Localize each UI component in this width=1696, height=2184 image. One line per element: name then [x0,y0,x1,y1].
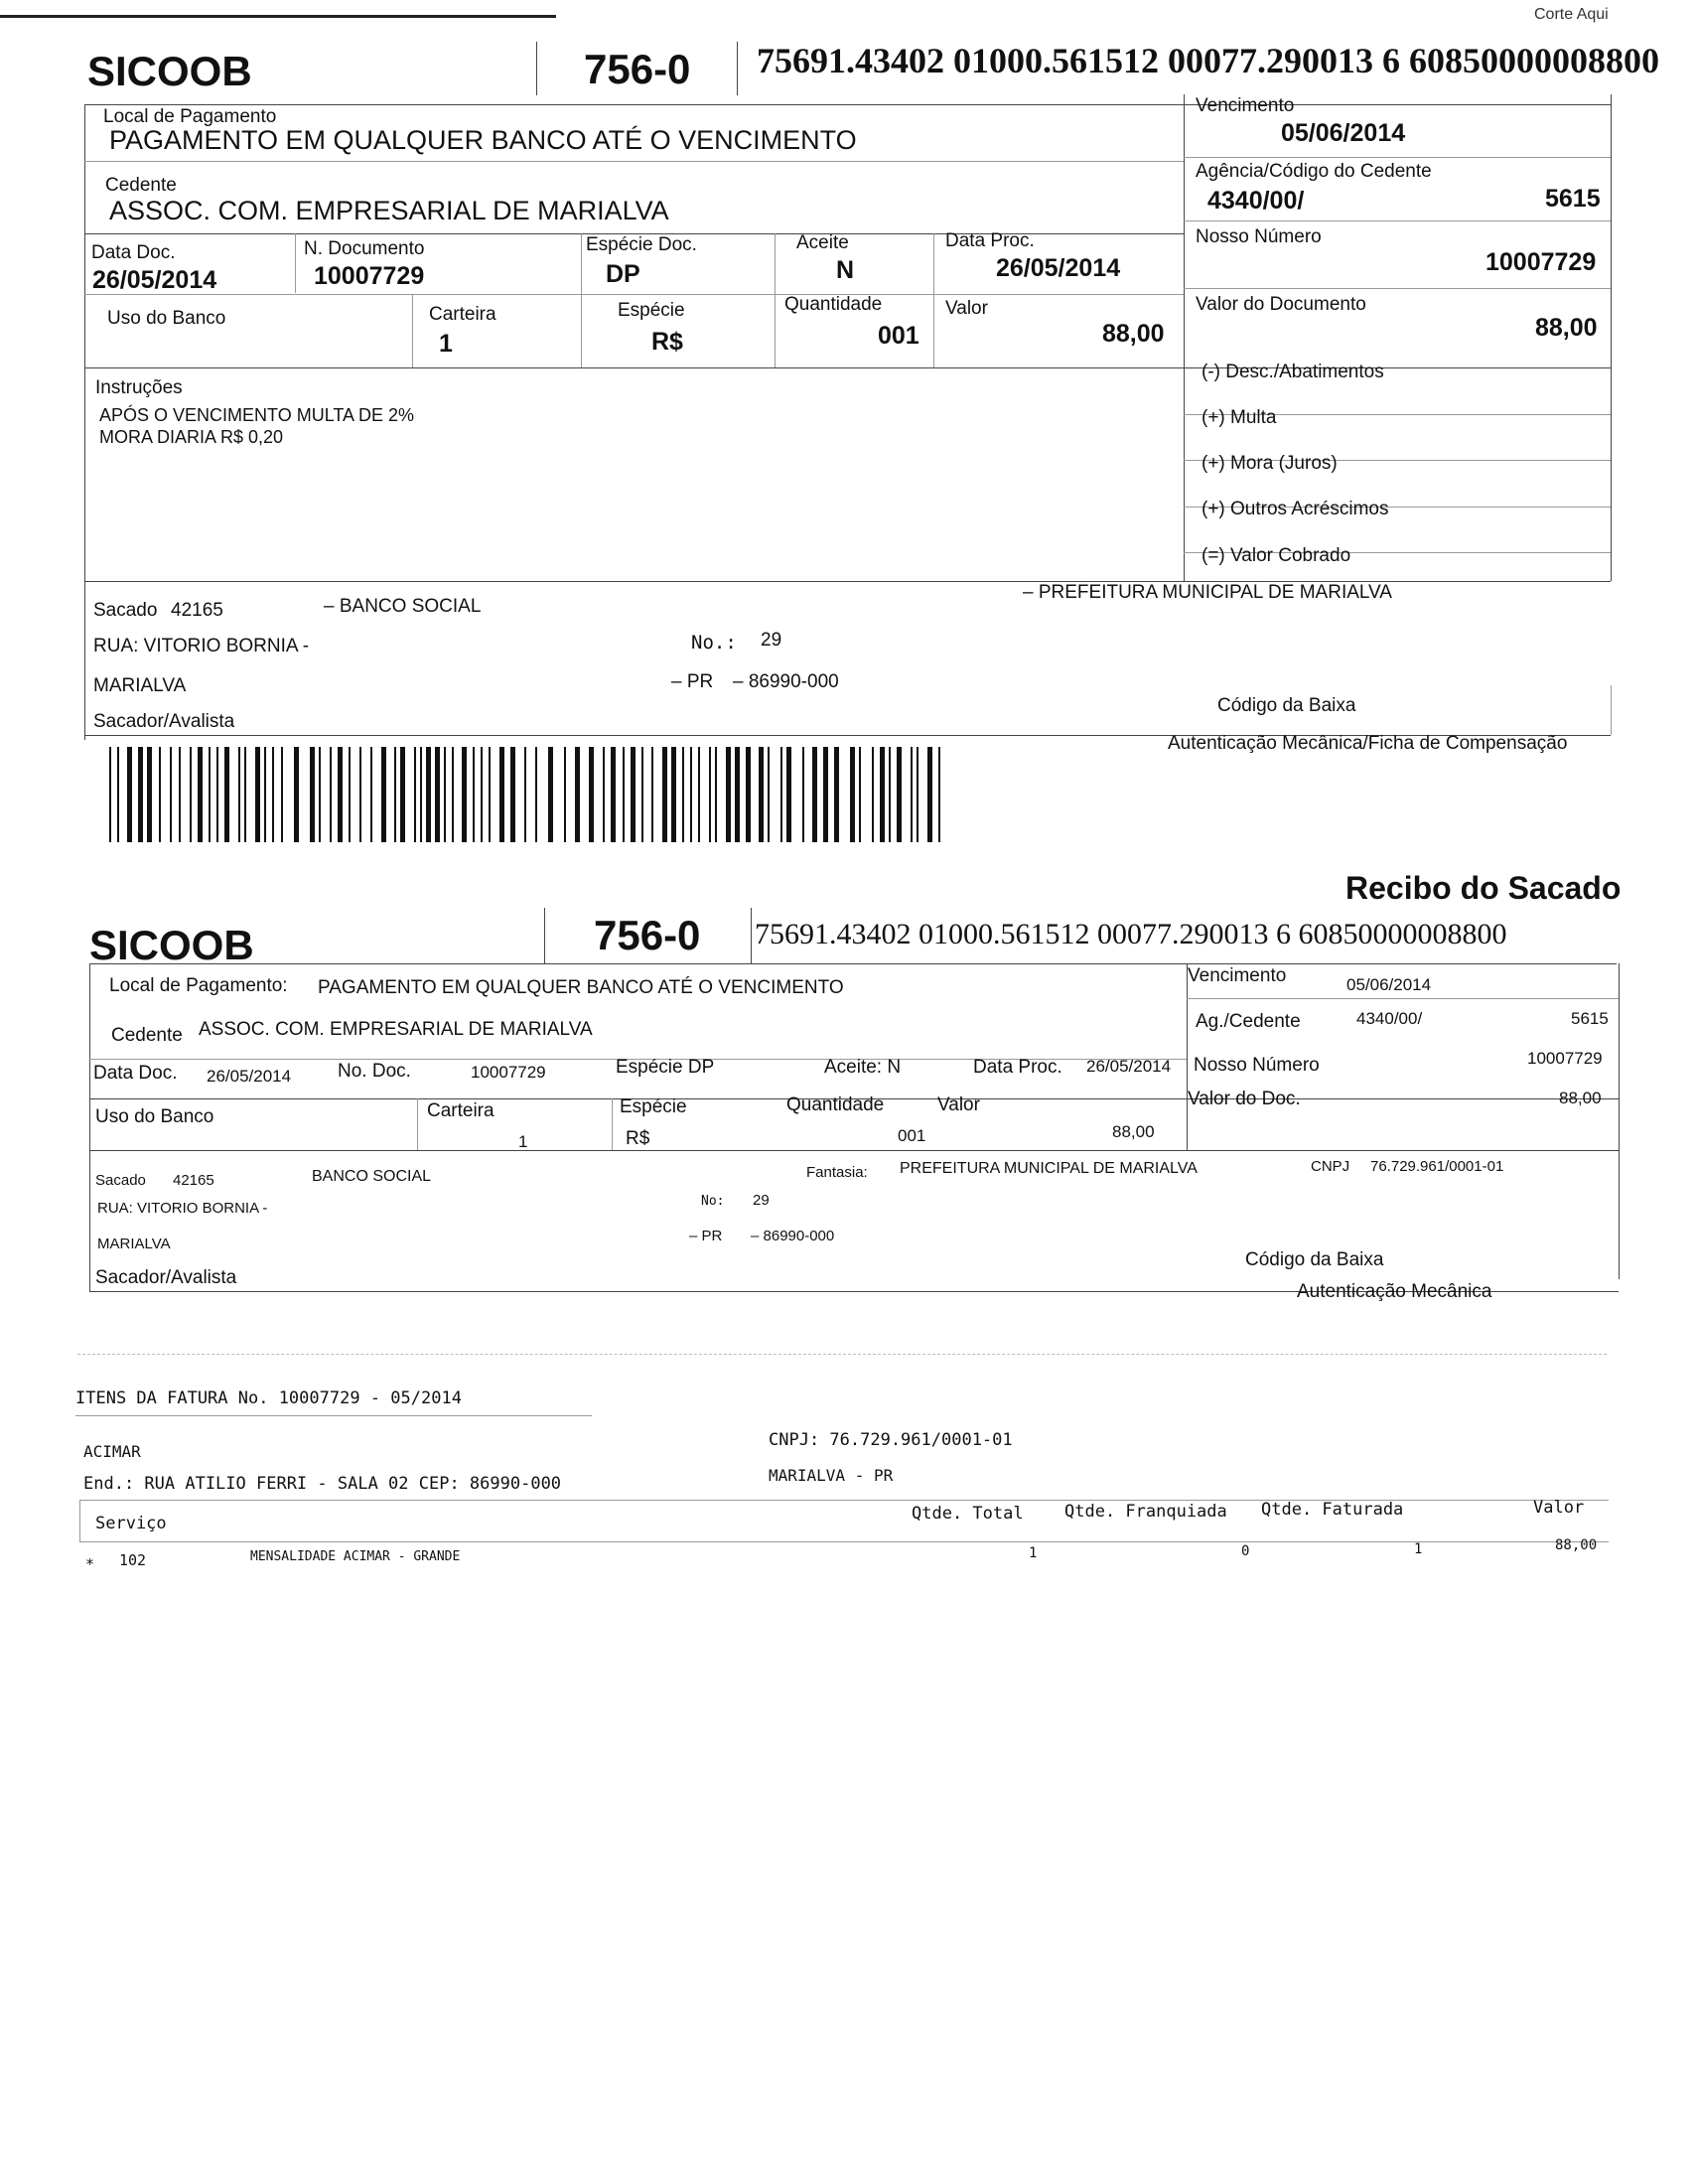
valor-label: Valor [945,298,988,319]
bank-logo: SICOOB [87,48,252,94]
barcode-bar [109,747,111,842]
barcode-bar [272,747,274,842]
grid-line [1184,94,1185,581]
barcode-bar [715,747,717,842]
barcode-bar [759,747,764,842]
carteira-label: Carteira [429,304,496,325]
barcode-bar [127,747,132,842]
grid-line [89,963,90,1291]
recibo-valor-doc-label: Valor do Doc. [1188,1089,1301,1109]
barcode-bar [255,747,260,842]
barcode-bar [338,747,343,842]
barcode-bar [224,747,229,842]
grid-line [1187,963,1188,1150]
valor-documento: 88,00 [1535,314,1598,342]
barcode-bar [510,747,515,842]
barcode-bar [481,747,483,842]
barcode-bar [709,747,711,842]
sacador-label: Sacador/Avalista [93,711,235,732]
barcode-bar [589,747,594,842]
data-proc: 26/05/2014 [996,254,1121,282]
barcode [109,747,943,842]
aceite-label: Aceite [796,232,849,253]
instrucao-1: APÓS O VENCIMENTO MULTA DE 2% [99,405,415,425]
barcode-bar [872,747,874,842]
separator [77,1354,1607,1355]
column-header-qtde-faturada: Qtde. Faturada [1261,1500,1404,1520]
barcode-bar [850,747,855,842]
barcode-bar [780,747,782,842]
barcode-bar [548,747,553,842]
quantidade-label: Quantidade [784,294,883,315]
recibo-data-doc: 26/05/2014 [207,1067,292,1086]
barcode-bar [238,747,240,842]
barcode-bar [179,747,181,842]
column-header-servico: Serviço [95,1514,167,1533]
barcode-bar [698,747,700,842]
barcode-bar [802,747,804,842]
barcode-bar [147,747,152,842]
row-descricao: MENSALIDADE ACIMAR - GRANDE [250,1549,461,1564]
rua: RUA: VITORIO BORNIA - [93,636,310,656]
barcode-bar [524,747,526,842]
separator [75,1415,592,1416]
recibo-valor-doc: 88,00 [1559,1089,1602,1107]
column-header-valor: Valor [1533,1498,1585,1518]
recibo-cnpj: 76.729.961/0001-01 [1370,1158,1504,1175]
barcode-bar [159,747,161,842]
uf: – PR [671,671,714,692]
mora-label: (+) Mora (Juros) [1201,453,1338,474]
barcode-bar [170,747,172,842]
nosso-numero: 10007729 [1485,248,1597,276]
recibo-local-pagamento: PAGAMENTO EM QUALQUER BANCO ATÉ O VENCIMENTO [318,977,844,998]
barcode-bar [264,747,266,842]
barcode-bar [917,747,919,842]
autenticacao-label: Autenticação Mecânica/Ficha de Compensação [1168,733,1568,754]
row-codigo: 102 [119,1551,147,1569]
barcode-bar [400,747,405,842]
desconto-label: (-) Desc./Abatimentos [1201,362,1384,382]
cedente: ASSOC. COM. EMPRESARIAL DE MARIALVA [109,196,669,225]
grid-line [1184,157,1611,158]
cedente-label: Cedente [105,175,177,196]
n-documento: 10007729 [314,262,425,290]
recibo-vencimento: 05/06/2014 [1346,975,1432,994]
grid-line [417,1098,418,1150]
recibo-codigo-baixa-label: Código da Baixa [1245,1249,1384,1270]
table-rule [79,1500,80,1541]
barcode-bar [786,747,791,842]
barcode-bar [746,747,751,842]
barcode-bar [359,747,361,842]
sacado-label: Sacado [93,600,158,621]
barcode-bar [499,747,504,842]
data-doc: 26/05/2014 [92,266,217,294]
recibo-numero-label: No: [701,1194,725,1209]
recibo-digitable-line: 75691.43402 01000.561512 00077.290013 6 60850000008800 [755,918,1507,950]
barcode-bar [823,747,828,842]
barcode-bar [859,747,861,842]
bank-code: 756-0 [584,46,691,92]
recibo-vencimento-label: Vencimento [1188,965,1287,986]
valor: 88,00 [1102,320,1165,348]
recibo-data-doc-label: Data Doc. [93,1063,178,1084]
recibo-sacado-name: BANCO SOCIAL [312,1168,432,1185]
barcode-bar [927,747,932,842]
barcode-bar [394,747,396,842]
grid-line [1611,94,1612,581]
cidade: MARIALVA [93,675,187,696]
itens-cnpj: CNPJ: 76.729.961/0001-01 [769,1430,1013,1450]
barcode-bar [414,747,416,842]
divider [536,42,537,95]
especie-doc: DP [606,260,640,288]
barcode-bar [938,747,940,842]
barcode-bar [651,747,653,842]
barcode-bar [138,747,143,842]
nosso-numero-label: Nosso Número [1196,226,1322,247]
barcode-bar [611,747,616,842]
recibo-rua: RUA: VITORIO BORNIA - [97,1200,268,1217]
especie-label: Espécie [618,300,685,321]
barcode-bar [897,747,902,842]
barcode-bar [381,747,386,842]
recibo-cedente-label: Cedente [111,1025,183,1046]
recibo-aceite-label: Aceite: N [824,1057,902,1078]
barcode-bar [319,747,321,842]
grid-line [1184,288,1611,289]
numero-label: No.: [691,632,737,654]
recibo-numero: 29 [753,1192,770,1209]
recibo-fantasia-label: Fantasia: [806,1164,868,1181]
recibo-bank-logo: SICOOB [89,922,254,968]
grid-line [412,294,413,367]
recibo-title: Recibo do Sacado [1345,870,1622,906]
recibo-agencia: 4340/00/ [1356,1009,1423,1028]
barcode-bar [330,747,332,842]
fantasia: – PREFEITURA MUNICIPAL DE MARIALVA [1023,582,1392,603]
recibo-fantasia: PREFEITURA MUNICIPAL DE MARIALVA [900,1160,1198,1177]
barcode-bar [244,747,246,842]
barcode-bar [209,747,211,842]
uso-banco-label: Uso do Banco [107,308,226,329]
agencia-label: Agência/Código do Cedente [1196,161,1432,182]
itens-endereco: End.: RUA ATILIO FERRI - SALA 02 CEP: 86990-000 [83,1474,562,1494]
recibo-carteira-label: Carteira [427,1100,495,1121]
recibo-no-doc: 10007729 [471,1063,546,1082]
vencimento: 05/06/2014 [1281,119,1406,147]
divider [737,42,738,95]
barcode-bar [641,747,643,842]
grid-line [89,1150,1619,1151]
data-doc-label: Data Doc. [91,242,176,263]
barcode-bar [444,747,446,842]
recibo-cedente: ASSOC. COM. EMPRESARIAL DE MARIALVA [199,1019,593,1040]
row-qtde-faturada: 1 [1414,1541,1423,1557]
n-documento-label: N. Documento [304,238,425,259]
carteira: 1 [439,330,453,358]
barcode-bar [216,747,218,842]
barcode-bar [603,747,605,842]
recibo-sacador-label: Sacador/Avalista [95,1267,237,1288]
grid-line [1184,220,1611,221]
grid-line [295,233,296,293]
barcode-bar [117,747,119,842]
codigo-cedente: 5615 [1545,185,1601,213]
barcode-bar [198,747,203,842]
barcode-bar [281,747,283,842]
especie-doc-label: Espécie Doc. [586,234,697,255]
barcode-bar [889,747,891,842]
recibo-codigo-cedente: 5615 [1571,1009,1609,1028]
cut-label: Corte Aqui [1534,6,1609,23]
especie: R$ [651,328,683,356]
recibo-data-proc-label: Data Proc. [973,1057,1062,1078]
grid-line [612,1098,613,1150]
barcode-bar [535,747,537,842]
barcode-bar [623,747,625,842]
instrucao-2: MORA DIARIA R$ 0,20 [99,427,284,447]
data-proc-label: Data Proc. [945,230,1035,251]
recibo-data-proc: 26/05/2014 [1086,1057,1172,1076]
itens-cidade: MARIALVA - PR [769,1466,894,1485]
recibo-cep: – 86990-000 [751,1228,835,1244]
grid-line [84,294,1184,295]
barcode-bar [880,747,885,842]
recibo-cnpj-label: CNPJ [1311,1158,1350,1175]
barcode-bar [462,747,467,842]
agencia: 4340/00/ [1207,187,1305,215]
barcode-bar [768,747,770,842]
vencimento-label: Vencimento [1196,95,1295,116]
barcode-bar [473,747,475,842]
recibo-cidade: MARIALVA [97,1236,171,1252]
row-qtde-franquiada: 0 [1241,1543,1250,1559]
local-pagamento: PAGAMENTO EM QUALQUER BANCO ATÉ O VENCIMENTO [109,125,857,155]
barcode-bar [435,747,440,842]
recibo-especie-doc-label: Espécie DP [616,1057,715,1078]
barcode-bar [420,747,422,842]
recibo-valor-label: Valor [937,1094,980,1115]
column-header-qtde-total: Qtde. Total [912,1504,1024,1524]
barcode-bar [426,747,431,842]
barcode-bar [735,747,740,842]
recibo-nosso-numero-label: Nosso Número [1194,1055,1320,1076]
table-rule [79,1541,1609,1542]
recibo-no-doc-label: No. Doc. [338,1061,411,1082]
recibo-valor: 88,00 [1112,1122,1155,1141]
barcode-bar [575,747,580,842]
itens-title: ITENS DA FATURA No. 10007729 - 05/2014 [75,1388,462,1408]
grid-line [1611,685,1612,735]
itens-empresa: ACIMAR [83,1442,141,1461]
column-header-qtde-franquiada: Qtde. Franquiada [1064,1502,1227,1522]
barcode-bar [690,747,692,842]
recibo-bank-code: 756-0 [594,912,701,958]
numero: 29 [761,630,782,651]
instrucoes-label: Instruções [95,377,183,398]
barcode-bar [564,747,566,842]
recibo-autenticacao-label: Autenticação Mecânica [1297,1281,1492,1302]
grid-line [581,233,582,367]
barcode-bar [370,747,372,842]
barcode-bar [726,747,731,842]
valor-documento-label: Valor do Documento [1196,294,1366,315]
aceite: N [836,256,855,284]
recibo-uso-banco-label: Uso do Banco [95,1106,214,1127]
sacado-name: – BANCO SOCIAL [324,596,482,617]
recibo-sacado-label: Sacado [95,1172,146,1189]
grid-line [1187,998,1619,999]
grid-line [89,963,1617,964]
barcode-bar [294,747,299,842]
barcode-bar [682,747,684,842]
row-qtde-total: 1 [1029,1545,1038,1561]
barcode-bar [662,747,667,842]
recibo-local-label: Local de Pagamento: [109,975,288,996]
quantidade: 001 [878,322,919,350]
grid-line [775,233,776,367]
recibo-especie: R$ [626,1128,650,1149]
recibo-especie-label: Espécie [620,1096,687,1117]
valor-cobrado-label: (=) Valor Cobrado [1201,545,1351,566]
barcode-bar [190,747,192,842]
barcode-bar [349,747,351,842]
grid-line [933,233,934,367]
outros-acrescimos-label: (+) Outros Acréscimos [1201,499,1389,519]
barcode-bar [834,747,839,842]
barcode-bar [452,747,454,842]
recibo-quantidade: 001 [898,1126,926,1145]
recibo-uf: – PR [689,1228,723,1244]
barcode-bar [489,747,491,842]
recibo-nosso-numero: 10007729 [1527,1049,1603,1068]
recibo-carteira: 1 [518,1132,528,1151]
barcode-bar [310,747,315,842]
row-marker: * [85,1555,95,1573]
grid-line [1619,963,1620,1279]
divider [751,908,752,963]
barcode-bar [911,747,913,842]
grid-line [84,104,85,740]
barcode-bar [812,747,817,842]
divider [544,908,545,963]
sacado-code: 42165 [171,600,223,621]
row-valor: 88,00 [1555,1537,1598,1553]
multa-label: (+) Multa [1201,407,1277,428]
barcode-bar [671,747,676,842]
recibo-quantidade-label: Quantidade [786,1094,885,1115]
barcode-bar [631,747,636,842]
recibo-agencia-label: Ag./Cedente [1196,1011,1301,1032]
cep: – 86990-000 [733,671,839,692]
digitable-line: 75691.43402 01000.561512 00077.290013 6 60850000008800 [757,41,1659,80]
recibo-sacado-code: 42165 [173,1172,214,1189]
local-pagamento-label: Local de Pagamento [103,106,277,127]
codigo-baixa-label: Código da Baixa [1217,695,1356,716]
top-cut-line [0,15,556,18]
grid-line [84,104,1612,105]
grid-line [84,161,1184,162]
